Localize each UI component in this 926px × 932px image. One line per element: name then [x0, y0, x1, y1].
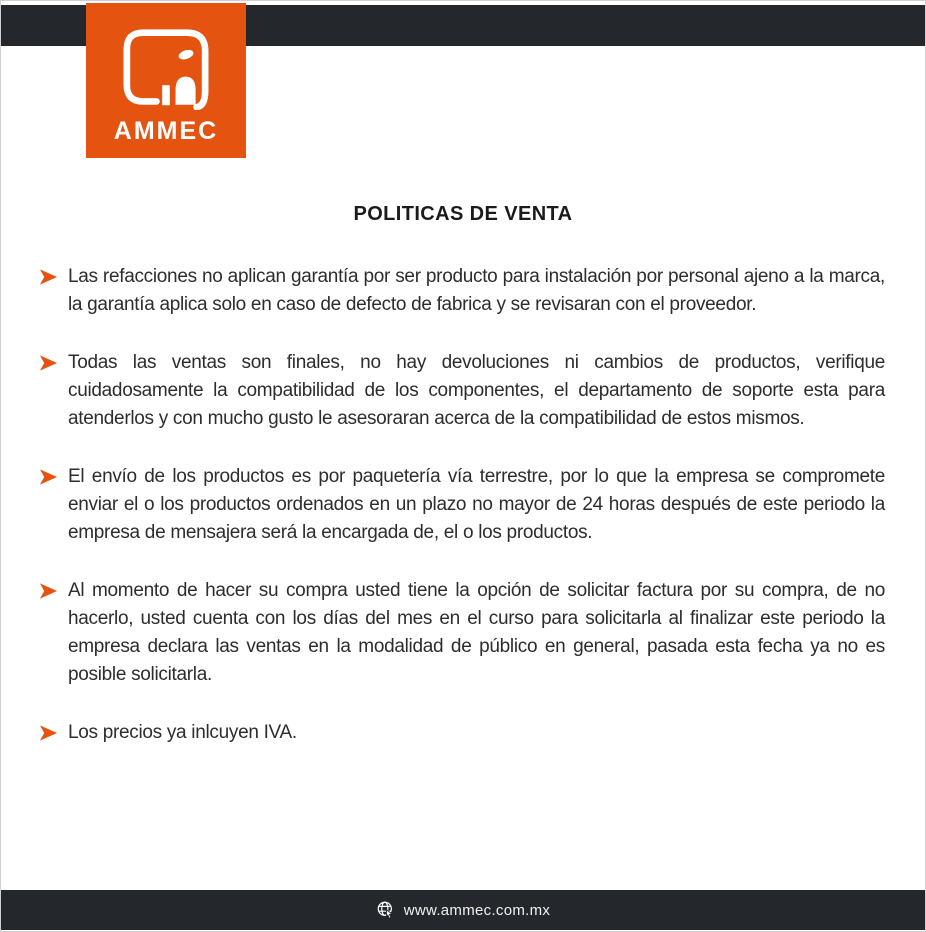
policy-item — [39, 463, 885, 547]
page-title: POLITICAS DE VENTA — [353, 203, 573, 225]
policy-text: El envío de los productos es por paquetería vía terrestre, por lo que la empresa se compromete enviar el o los productos ordenados en un plazo no mayor de 24 horas después de este periodo la empresa de mensajera será la encargada de, el o los productos. — [68, 466, 885, 543]
policy-text: Los precios ya inlcuyen IVA. — [68, 722, 297, 743]
policy-item — [39, 719, 885, 747]
policy-item — [39, 349, 885, 433]
arrow-bullet-icon — [39, 349, 68, 376]
policies-list — [39, 263, 885, 777]
arrow-bullet-icon — [39, 719, 68, 746]
policy-item — [39, 577, 885, 689]
elephant-icon — [118, 18, 214, 115]
globe-cursor-icon — [376, 900, 396, 920]
brand-wordmark: AMMEC — [113, 116, 219, 145]
footer-bar — [1, 890, 925, 930]
brand-logo-box — [86, 3, 246, 158]
policy-item — [39, 263, 885, 319]
policy-text: Al momento de hacer su compra usted tiene la opción de solicitar factura por su compra, de no hacerlo, usted cuenta con los días del mes en el curso para solicitarla al finalizar este periodo la empresa declara las ventas en la modalidad de público en general, pasada esta fecha ya no es posible solicitarla. — [68, 580, 885, 685]
arrow-bullet-icon — [39, 263, 68, 290]
footer-website: www.ammec.com.mx — [403, 901, 551, 919]
arrow-bullet-icon — [39, 577, 68, 604]
arrow-bullet-icon — [39, 463, 68, 490]
policy-text: Las refacciones no aplican garantía por ser producto para instalación por personal ajeno a la marca, la garantía aplica solo en caso de defecto de fabrica y se revisaran con el proveedor. — [68, 266, 885, 315]
policy-text: Todas las ventas son finales, no hay devoluciones ni cambios de productos, verifique cuidadosamente la compatibilidad de los componentes, el departamento de soporte esta para atenderlos y con mucho gusto le asesoraran acerca de la compatibilidad de estos mismos. — [68, 352, 885, 429]
